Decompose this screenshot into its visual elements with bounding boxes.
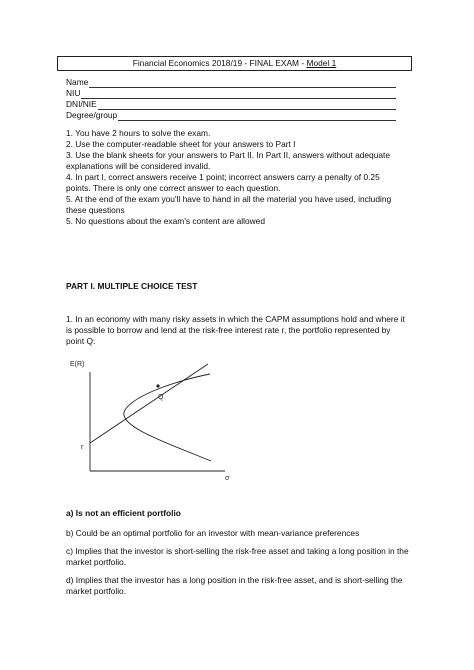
graph-y-label: E(R) (70, 361, 85, 368)
option-c: c) Implies that the investor is short-selling the risk-free asset and taking a long position in the market portfolio. (66, 546, 409, 567)
niu-field[interactable] (66, 88, 396, 99)
dni-line[interactable] (98, 101, 396, 110)
dni-field[interactable] (66, 99, 396, 110)
degree-group-label: Degree/group (66, 110, 118, 120)
option-d: d) Implies that the investor has a long position in the risk-free asset, and is short-selling the market portfolio. (66, 575, 403, 596)
instruction-4: 4. In part I, correct answers receive 1 point; incorrect answers carry a penalty of 0.25 points. There is only one correct answer to each question. (66, 172, 380, 193)
degree-group-line[interactable] (118, 112, 396, 121)
question-1-text: 1. In an economy with many risky assets in which the CAPM assumptions hold and where it is possible to borrow and lend at the risk-free interest rate r, the portfolio represented by point Q: (66, 314, 405, 346)
name-field[interactable] (66, 77, 396, 88)
exam-header (57, 56, 412, 71)
instruction-6: 5. No questions about the exam's content are allowed (66, 216, 266, 226)
exam-model: Model 1 (306, 58, 337, 68)
name-line[interactable] (89, 79, 396, 88)
dni-label: DNI/NIE (66, 99, 97, 109)
efficient-frontier-graph (70, 358, 240, 488)
instruction-2: 2. Use the computer-readable sheet for your answers to Part I (66, 139, 296, 149)
exam-instructions (66, 128, 406, 227)
student-info-fields (66, 77, 396, 121)
part-title: PART I. MULTIPLE CHOICE TEST (66, 281, 198, 291)
capital-market-line (90, 364, 208, 443)
graph-r-label: r (81, 444, 84, 451)
point-q-marker (156, 384, 159, 387)
instruction-5: 5. At the end of the exam you'll have to hand in all the material you have used, including these questions (66, 194, 392, 215)
niu-line[interactable] (81, 90, 396, 99)
instruction-3: 3. Use the blank sheets for your answers to Part II. In Part II, answers without adequate explanations will be considered invalid. (66, 150, 390, 171)
niu-label: NIU (66, 88, 81, 98)
question-1 (66, 314, 406, 347)
exam-course-title: Financial Economics 2018/19 - FINAL EXAM - (132, 58, 307, 68)
graph-x-label: σ (225, 475, 230, 482)
point-q-label: Q (158, 394, 164, 401)
option-b: b) Could be an optimal portfolio for an investor with mean-variance preferences (66, 528, 360, 538)
efficient-frontier-curve (124, 374, 211, 461)
degree-group-field[interactable] (66, 110, 396, 121)
instruction-1: 1. You have 2 hours to solve the exam. (66, 128, 211, 138)
name-label: Name (66, 77, 89, 87)
option-a: a) Is not an efficient portfolio (66, 508, 181, 518)
